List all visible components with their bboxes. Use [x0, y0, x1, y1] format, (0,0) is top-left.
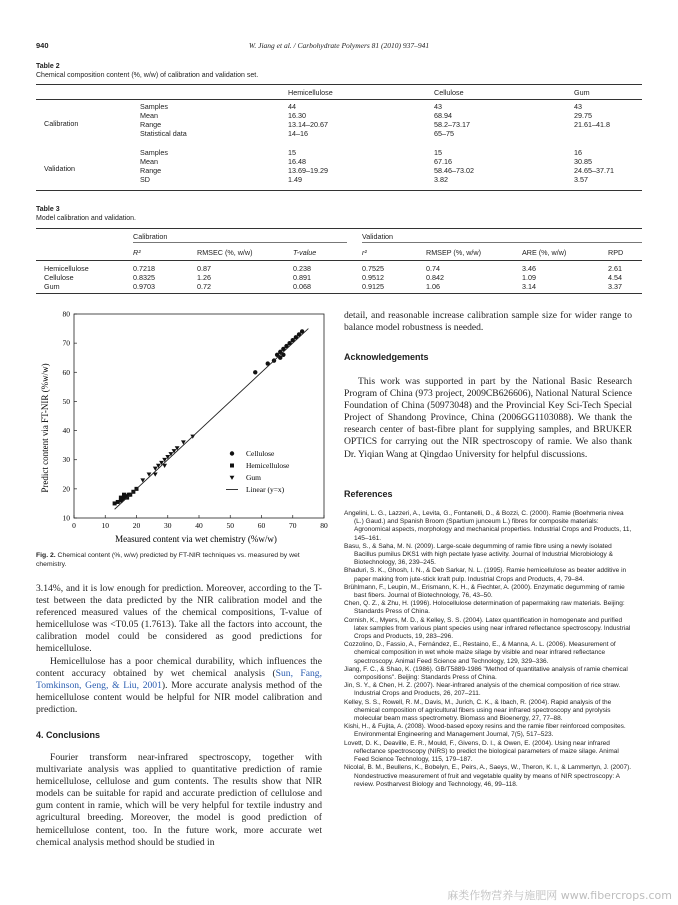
right-column [344, 310, 632, 334]
x-tick-label: 40 [195, 521, 203, 530]
table3-caption: Model calibration and validation. [36, 215, 137, 222]
paragraph: Hemicellulose has a poor chemical durability, which influences the content accuracy obtained by wet chemical analysis (Sun, Fang, Tomkinson, Geng, & Liu, 2001). More accurate analysis method of the hemicellulose content would be helpful for NIR model calibration and prediction. [36, 655, 323, 715]
y-tick-label: 50 [62, 396, 70, 406]
table3-group-calibration: Calibration [133, 232, 168, 241]
paragraph: Fourier transform near-infrared spectroscopy, together with multivariate analysis was applied to quantitative prediction of ramie hemicellulose, cellulose and gum contents. The results show that NIR models can be suitable for rapid and accurate prediction of cellulose and gum content in ramie, which will be very helpful for textile industry and agricultural breeding. Moreover, the model is good prediction of hemicellulose content, too. In the future work, more accurate wet chemical analysis method should be studied in [36, 752, 322, 848]
x-tick-label: 80 [320, 521, 328, 530]
acknowledgements-text [344, 376, 632, 461]
chart-ylabel: Predict content via FT-NIR (%w/w) [40, 363, 50, 493]
x-tick-label: 20 [132, 521, 141, 530]
page-number: 940 [36, 41, 49, 50]
figure-caption [36, 552, 332, 569]
legend-label: Gum [246, 473, 261, 482]
table2-col-gum: Gum [574, 88, 590, 97]
acknowledgements-heading: Acknowledgements [344, 352, 429, 362]
scatter-chart [36, 306, 336, 546]
reference-item: Lovett, D. K., Deaville, E. R., Mould, F., Givens, D. I., & Owen, E. (2004). Using near infrared reflectance spectroscopy (NIRS) to predict the biological parameters of maize silage. Animal Feed Science Technology, 115, 179–187. [344, 739, 619, 764]
left-column-conclusions [36, 752, 322, 849]
table2-calibration-rows: Samples Mean Range Statistical data [140, 102, 187, 138]
table2-validation-hemicellulose: 15 16.48 13.69–19.29 1.49 [288, 148, 328, 184]
reference-item: Jiang, F. C., & Shao, K. (1986). GB/T5889-1986 "Method of quantitative analysis of ramie chemical compositions". Beijing: Standards Press of China. [344, 665, 628, 682]
citation-link[interactable]: Sun, Fang, Tomkinson, Geng, & Liu, 2001 [36, 667, 322, 691]
table2-validation-cellulose: 15 67.16 58.46–73.02 3.82 [434, 148, 474, 184]
y-tick-label: 20 [62, 484, 70, 494]
y-tick-label: 70 [62, 338, 70, 348]
reference-item: Angelini, L. G., Lazzeri, A., Levita, G., Fontanelli, D., & Bozzi, C. (2000). Ramie (Boehmeria nivea (L.) Gaud.) and Spanish Broom (Spartium junceum L.) fibres for composite materials: Agronomical aspects, morphology and mechanical properties. Industrial Crops and Products, 11, 145–161. [344, 510, 632, 542]
table2-caption: Chemical composition content (%, w/w) of calibration and validation set. [36, 72, 259, 79]
paragraph: 3.14%, and it is low enough for prediction. Moreover, according to the T-test between the data predicted by the NIR calibration model and the referenced measured values of the chemical compositions, T-value of hemicellulose was <T0.05 (1.7613). Take all the factors into account, the calibration model could be considered as good predictions for hemicellulose. [36, 583, 322, 655]
references-list [344, 510, 634, 789]
table2-validation-gum: 16 30.85 24.65–37.71 3.57 [574, 148, 614, 184]
reference-item: Jin, S. Y., & Chen, H. Z. (2007). Near-infrared analysis of the chemical composition of rice straw. Industrial Crops and Products, 26, 207–211. [344, 682, 621, 698]
table2-group-calibration: Calibration [44, 119, 79, 128]
table3-header-are: ARE (%, w/w) [522, 248, 567, 257]
section-heading: 4. Conclusions [36, 730, 101, 740]
paragraph: detail, and reasonable increase calibration sample size for wider range to balance model robustness is needed. [344, 310, 632, 334]
legend-swatch [230, 476, 235, 480]
x-tick-label: 60 [257, 521, 266, 530]
reference-item: Kelley, S. S., Rowell, R. M., Davis, M., Jurich, C. K., & Ibach, R. (2004). Rapid analysis of the chemical composition of agricultural fibers using near infrared spectroscopy and pyrolysis molecular beam mass spectrometry. Biomass and Bioenergy, 27, 77–88. [344, 698, 612, 723]
references-heading: References [344, 489, 393, 499]
table2-calibration-gum: 43 29.75 21.61–41.8 [574, 102, 610, 129]
table2-group-validation: Validation [44, 164, 76, 173]
table2-calibration-hemicellulose: 44 16.30 13.14–20.67 14–16 [288, 102, 328, 138]
table2-validation-rows: Samples Mean Range SD [140, 148, 168, 184]
legend-label: Hemicellulose [246, 461, 290, 470]
table3-header-rmsec: RMSEC (%, w/w) [197, 248, 253, 257]
x-tick-label: 0 [72, 521, 76, 530]
table3-header-rpd: RPD [608, 248, 624, 257]
table3-header-tvalue: T-value [293, 248, 317, 257]
data-point [253, 370, 257, 374]
reference-item: Chen, Q. Z., & Zhu, H. (1996). Holocellulose determination of papermaking raw materials. Beijing: Standards Press of China. [344, 600, 625, 616]
y-tick-label: 60 [62, 367, 70, 377]
x-tick-label: 30 [164, 521, 172, 530]
reference-item: Nicolaï, B. M., Beullens, K., Bobelyn, E., Peirs, A., Saeys, W., Theron, K. I., & Lammertyn, J. (2007). Nondestructive measurement of fruit and vegetable quality by means of NIR spectroscopy: A review. Postharvest Biology and Technology, 46, 99–118. [344, 764, 632, 788]
x-tick-label: 50 [226, 521, 234, 530]
legend-swatch [230, 451, 234, 455]
reference-item: Cozzolino, D., Fassio, A., Fernández, E., Restaino, E., & Manna, A. L. (2006). Measurement of chemical composition in wet whole maize silage by visible and near infrared reflectance spectroscopy. Animal Feed Science and Technology, 129, 329–336. [344, 641, 616, 665]
table2-col-hemicellulose: Hemicellulose [288, 88, 333, 97]
table3-group-validation: Validation [362, 232, 394, 241]
x-tick-label: 10 [101, 521, 109, 530]
legend-label: Cellulose [246, 449, 275, 458]
reference-item: Kishi, H., & Fujita, A. (2008). Wood-based epoxy resins and the ramie fiber reinforced composites. Environmental Engineering and Management Journal, 7(5), 517–523. [344, 723, 626, 739]
watermark-text: 麻类作物营养与施肥网 www.fibercrops.com [447, 889, 672, 902]
reference-item: Basu, S., & Saha, M. N. (2009). Large-scale degumming of ramie fibre using a newly isolated Bacillus pumilus DKS1 with high pectate lyase activity. Journal of Industrial Microbiology & Biotechnology, 36, 239–245. [344, 542, 613, 567]
table3-label: Table 3 [36, 206, 60, 213]
table3-header-r2: r² [362, 248, 367, 257]
y-tick-label: 40 [62, 426, 70, 436]
x-tick-label: 70 [289, 521, 297, 530]
y-tick-label: 80 [62, 309, 70, 319]
legend-swatch [230, 464, 234, 468]
figure-caption-label: Fig. 2. [36, 552, 56, 559]
table3-header-rmsep: RMSEP (%, w/w) [426, 248, 481, 257]
reference-item: Brühlmann, F., Leupin, M., Erismann, K. H., & Fiechter, A. (2000). Enzymatic degumming of ramie bast fibers. Journal of Biotechnology, 76, 43–50. [344, 583, 625, 600]
chart-xlabel: Measured content via wet chemistry (%w/w) [115, 534, 277, 544]
fit-line [115, 329, 309, 510]
data-point [119, 496, 123, 500]
table2-calibration-cellulose: 43 68.94 58.2–73.17 65–75 [434, 102, 470, 138]
figure-caption-text: Chemical content (%, w/w) predicted by FT-NIR techniques vs. measured by wet chemistry. [36, 552, 300, 568]
left-column [36, 583, 322, 716]
running-title: W. Jiang et al. / Carbohydrate Polymers 81 (2010) 937–941 [248, 41, 430, 50]
y-tick-label: 30 [62, 455, 70, 465]
legend-label: Linear (y=x) [246, 485, 285, 494]
table2-label: Table 2 [36, 63, 60, 70]
table2-col-cellulose: Cellulose [434, 88, 464, 97]
reference-item: Bhaduri, S. K., Ghosh, I. N., & Deb Sarkar, N. L. (1995). Ramie hemicellulose as beater additive in paper making from jute-stick kraft pulp. Industrial Crops and Products, 4, 79–84. [344, 567, 627, 583]
y-tick-label: 10 [62, 513, 70, 523]
reference-item: Cornish, K., Myers, M. D., & Kelley, S. S. (2004). Latex quantification in homogenate and purified latex samples from various plant species using near infrared reflectance spectroscopy. Industrial Crops and Products, 19, 283–296. [344, 616, 631, 641]
table3-header-R2: R² [133, 248, 141, 257]
paragraph: This work was supported in part by the National Basic Research Program of China (973 project, 2009CB626606), National Natural Science Foundation of China (50973048) and the Provincial Key Sci-Tech Special Project of Shandong Province, China (2006GG1103088). We thank the research center of bast-fibre plant for supplying samples, and BRUKER OPTICS for carrying out the NIR spectroscopy of ramie. We also thank Dr. Yiqian Wang at Qingdao University for helpful discussions. [344, 376, 632, 460]
